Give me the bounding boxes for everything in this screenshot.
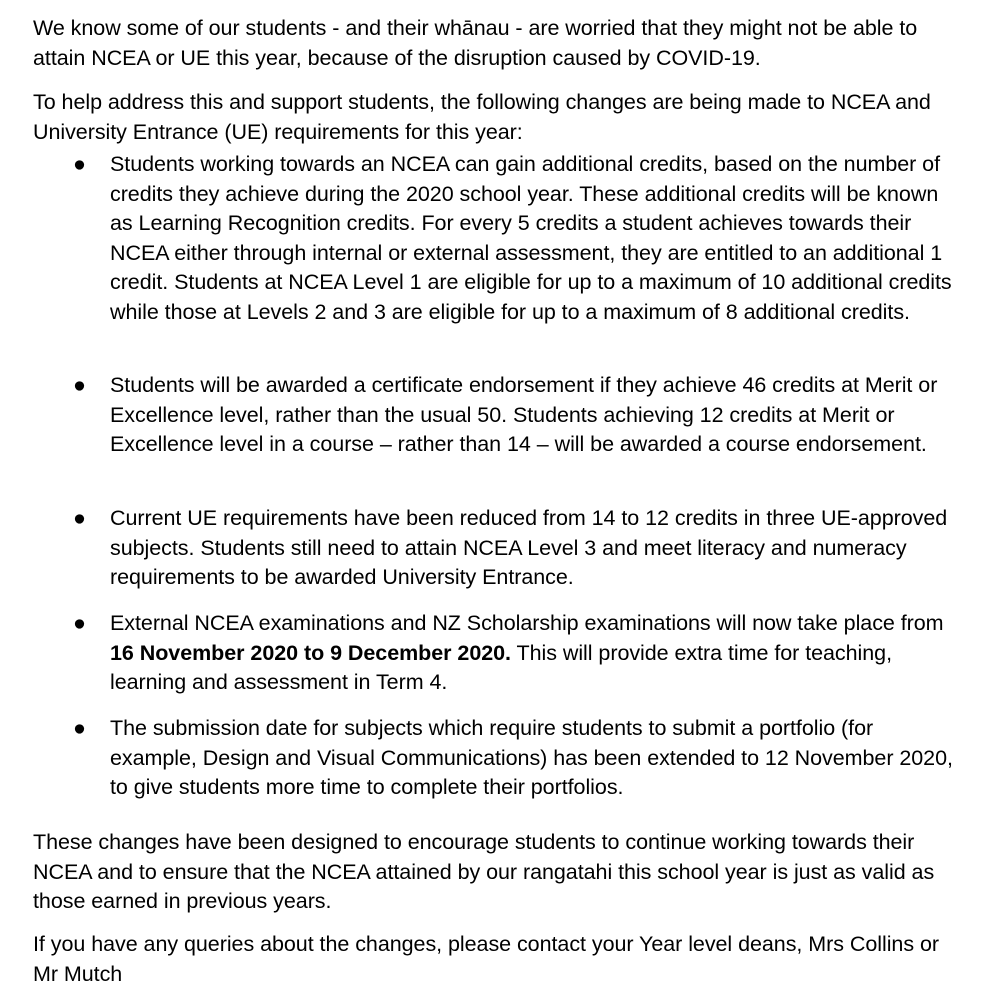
bullet-point-icon: ● — [73, 611, 86, 635]
bullet-point-icon: ● — [73, 152, 86, 176]
list-item-text — [110, 609, 958, 698]
list-item-text: Current UE requirements have been reduced from 14 to 12 credits in three UE-approved subjects. Students still need to attain NCEA Level 3 and meet literacy and numeracy requirements to be awarded University Entrance. — [110, 506, 948, 589]
paragraph-closing-1: These changes have been designed to encourage students to continue working towards their NCEA and to ensure that the NCEA attained by our rangatahi this school year is just as valid as those earned in previous years. — [33, 830, 935, 913]
bullet-point-icon: ● — [73, 716, 86, 740]
paragraph-intro-1: We know some of our students - and their whānau - are worried that they might not be able to attain NCEA or UE this year, because of the disruption caused by COVID-19. — [33, 16, 918, 70]
bullet-point-icon: ● — [73, 506, 86, 530]
paragraph-intro-2: To help address this and support students, the following changes are being made to NCEA and University Entrance (UE) requirements for this year: — [33, 90, 931, 144]
bullet-point-icon: ● — [73, 373, 86, 397]
list-item-portfolio-submission — [33, 714, 958, 803]
list-item-exam-dates — [33, 609, 958, 698]
exam-dates-highlight: 16 November 2020 to 9 December 2020. — [110, 640, 511, 665]
exam-dates-text-after: This will provide extra time for teaching, learning and assessment in Term 4. — [110, 640, 892, 694]
paragraph-closing-2: If you have any queries about the changes, please contact your Year level deans, Mrs Collins or Mr Mutch — [33, 932, 939, 986]
list-item-ue-requirements — [33, 504, 958, 593]
list-item-text: Students working towards an NCEA can gain additional credits, based on the number of credits they achieve during the 2020 school year. These additional credits will be known as Learning Recognition credits. For every 5 credits a student achieves towards their NCEA either through internal or external assessment, they are entitled to an additional 1 credit. Students at NCEA Level 1 are eligible for up to a maximum of 10 additional credits while those at Levels 2 and 3 are eligible for up to a maximum of 8 additional credits. — [110, 152, 952, 324]
list-item-text: Students will be awarded a certificate endorsement if they achieve 46 credits at Merit or Excellence level, rather than the usual 50. Students achieving 12 credits at Merit or Excellence level in a course – rather than 14 – will be awarded a course endorsement. — [110, 373, 938, 456]
list-item-certificate-endorsement — [33, 371, 958, 460]
list-item-text: The submission date for subjects which require students to submit a portfolio (for example, Design and Visual Communications) has been extended to 12 November 2020, to give students more time to complete their portfolios. — [110, 716, 953, 799]
list-item-learning-recognition-credits — [33, 150, 958, 327]
exam-dates-text-before: External NCEA examinations and NZ Scholarship examinations will now take place from — [110, 611, 944, 635]
